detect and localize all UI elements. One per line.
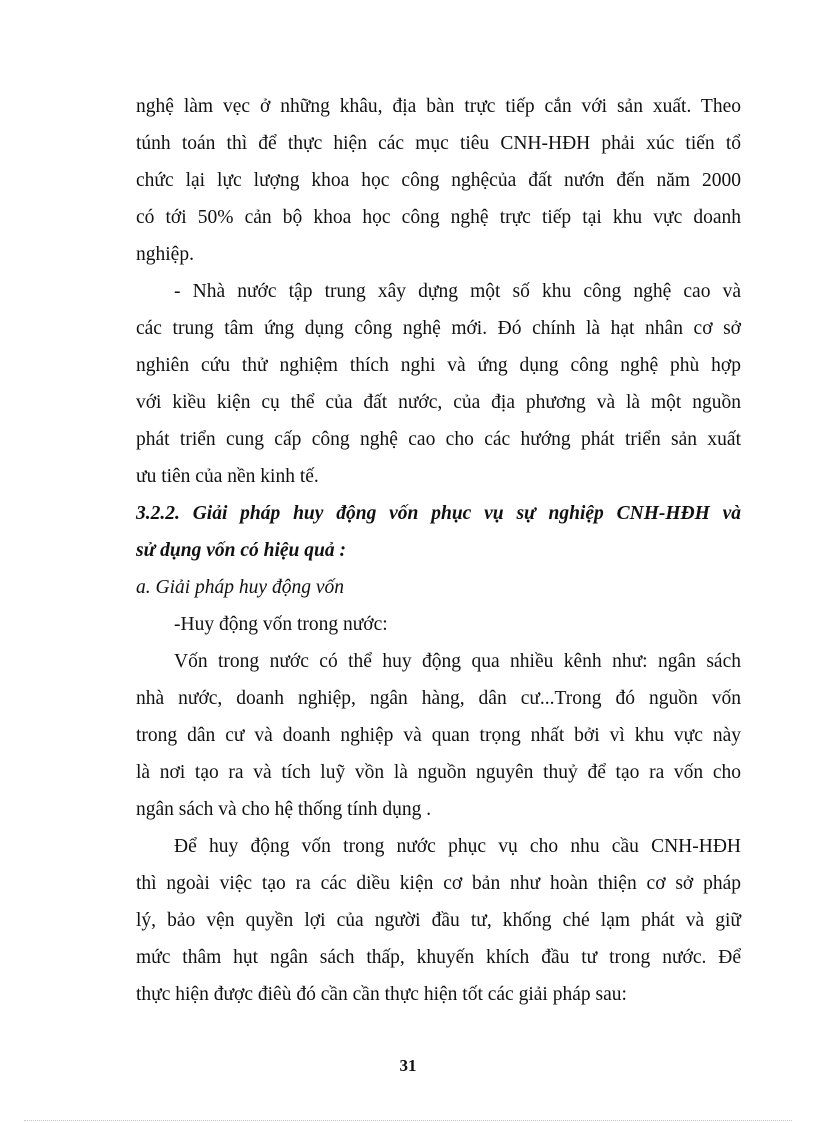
- body-line: nghiệp.: [136, 244, 194, 265]
- body-line: các trung tâm ứng dụng công nghệ mới. Đó chính là hạt nhân cơ sở: [136, 318, 741, 339]
- body-line: nghiên cứu thử nghiệm thích nghi và ứng dụng công nghệ phù hợp: [136, 355, 741, 376]
- body-line: - Nhà nước tập trung xây dựng một số khu công nghệ cao và: [174, 281, 741, 302]
- page-number: 31: [399, 1056, 417, 1075]
- body-line: thực hiện được điêù đó cần cần thực hiện tốt các giải pháp sau:: [136, 984, 627, 1005]
- body-line: ngân sách và cho hệ thống tính dụng .: [136, 799, 432, 820]
- body-line: mức thâm hụt ngân sách thấp, khuyến khích đầu tư trong nước. Để: [136, 947, 741, 968]
- body-line: với kiều kiện cụ thể của đất nước, của địa phương và là một nguồn: [136, 392, 741, 413]
- body-line: có tới 50% cản bộ khoa học công nghệ trực tiếp tại khu vực doanh: [136, 207, 741, 228]
- section-heading: 3.2.2. Giải pháp huy động vốn phục vụ sự nghiệp CNH-HĐH và: [136, 503, 741, 524]
- sub-heading: a. Giải pháp huy động vốn: [136, 577, 344, 598]
- body-line: -Huy động vốn trong nước:: [174, 614, 388, 635]
- body-line: lý, bảo vện quyền lợi của người đầu tư, khống ché lạm phát và giữ: [136, 910, 741, 931]
- body-line: ưu tiên của nền kinh tế.: [136, 466, 319, 487]
- body-line: phát triển cung cấp công nghệ cao cho các hướng phát triển sản xuất: [136, 429, 741, 450]
- body-line: nhà nước, doanh nghiệp, ngân hàng, dân cư...Trong đó nguồn vốn: [136, 688, 741, 709]
- section-heading: sử dụng vốn có hiệu quả :: [136, 540, 346, 561]
- body-line: chức lại lực lượng khoa học công nghệcủa đất nướn đến năm 2000: [136, 170, 741, 191]
- body-line: là nơi tạo ra và tích luỹ vồn là nguồn nguyên thuỷ để tạo ra vốn cho: [136, 762, 741, 783]
- body-line: trong dân cư và doanh nghiệp và quan trọng nhất bởi vì khu vực này: [136, 725, 741, 746]
- footer-divider: [24, 1120, 792, 1121]
- document-page: [136, 88, 741, 1013]
- body-line: Để huy động vốn trong nước phục vụ cho nhu cầu CNH-HĐH: [174, 836, 741, 857]
- body-line: thì ngoài việc tạo ra các diều kiện cơ bản như hoàn thiện cơ sở pháp: [136, 873, 741, 894]
- body-line: túnh toán thì để thực hiện các mục tiêu CNH-HĐH phải xúc tiến tổ: [136, 133, 741, 154]
- body-line: nghệ làm vẹc ở những khâu, địa bàn trực tiếp cắn với sản xuất. Theo: [136, 96, 741, 117]
- body-line: Vốn trong nước có thể huy động qua nhiều kênh như: ngân sách: [174, 651, 741, 672]
